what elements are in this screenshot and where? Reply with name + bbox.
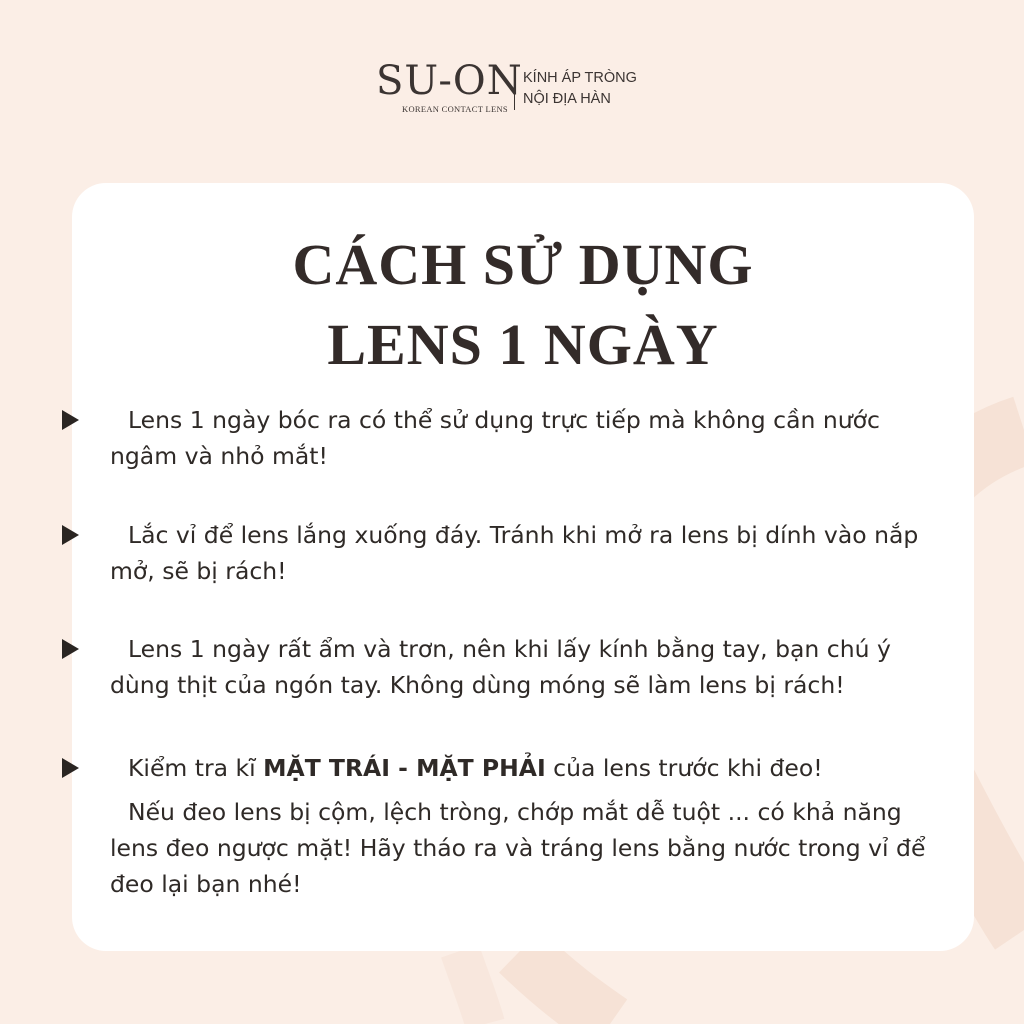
logo-mark <box>376 58 523 120</box>
item-continuation: Nếu đeo lens bị cộm, lệch tròng, chớp mắt dễ tuột ... có khả năng lens đeo ngược mặt! Hãy tháo ra và tráng lens bằng nước trong vỉ để đeo lại bạn nhé! <box>110 798 926 898</box>
item-text: Kiểm tra kĩ MẶT TRÁI - MẶT PHẢI của lens trước khi đeo! Nếu đeo lens bị cộm, lệch tròng, chớp mắt dễ tuột ... có khả năng lens đeo ngược mặt! Hãy tháo ra và tráng lens bằng nước trong vỉ để đeo lại bạn nhé! <box>110 750 942 902</box>
list-item <box>62 631 942 703</box>
page-title <box>0 225 1024 385</box>
list-item <box>62 750 942 902</box>
tagline-line-1: KÍNH ÁP TRÒNG <box>523 70 637 86</box>
title-line-1: CÁCH SỬ DỤNG <box>292 232 754 297</box>
logo-tagline <box>523 68 637 110</box>
list-item <box>62 402 942 474</box>
tagline-line-2: NỘI ĐỊA HÀN <box>523 91 611 107</box>
bullet-arrow-icon <box>62 525 79 545</box>
item-text: Lens 1 ngày bóc ra có thể sử dụng trực tiếp mà không cần nước ngâm và nhỏ mắt! <box>110 406 880 470</box>
brand-logo <box>376 58 637 120</box>
emphasis-text: MẶT TRÁI - MẶT PHẢI <box>263 754 546 782</box>
logo-subtitle: KOREAN CONTACT LENS <box>402 104 508 114</box>
list-item <box>62 517 942 589</box>
item-text: Lens 1 ngày rất ẩm và trơn, nên khi lấy kính bằng tay, bạn chú ý dùng thịt của ngón tay. Không dùng móng sẽ làm lens bị rách! <box>110 635 891 699</box>
logo-wordmark: SU-ON <box>376 58 523 104</box>
bullet-arrow-icon <box>62 410 79 430</box>
item-text: Lắc vỉ để lens lắng xuống đáy. Tránh khi mở ra lens bị dính vào nắp mở, sẽ bị rách! <box>110 521 919 585</box>
title-line-2: LENS 1 NGÀY <box>327 312 719 377</box>
bullet-arrow-icon <box>62 758 79 778</box>
bullet-arrow-icon <box>62 639 79 659</box>
